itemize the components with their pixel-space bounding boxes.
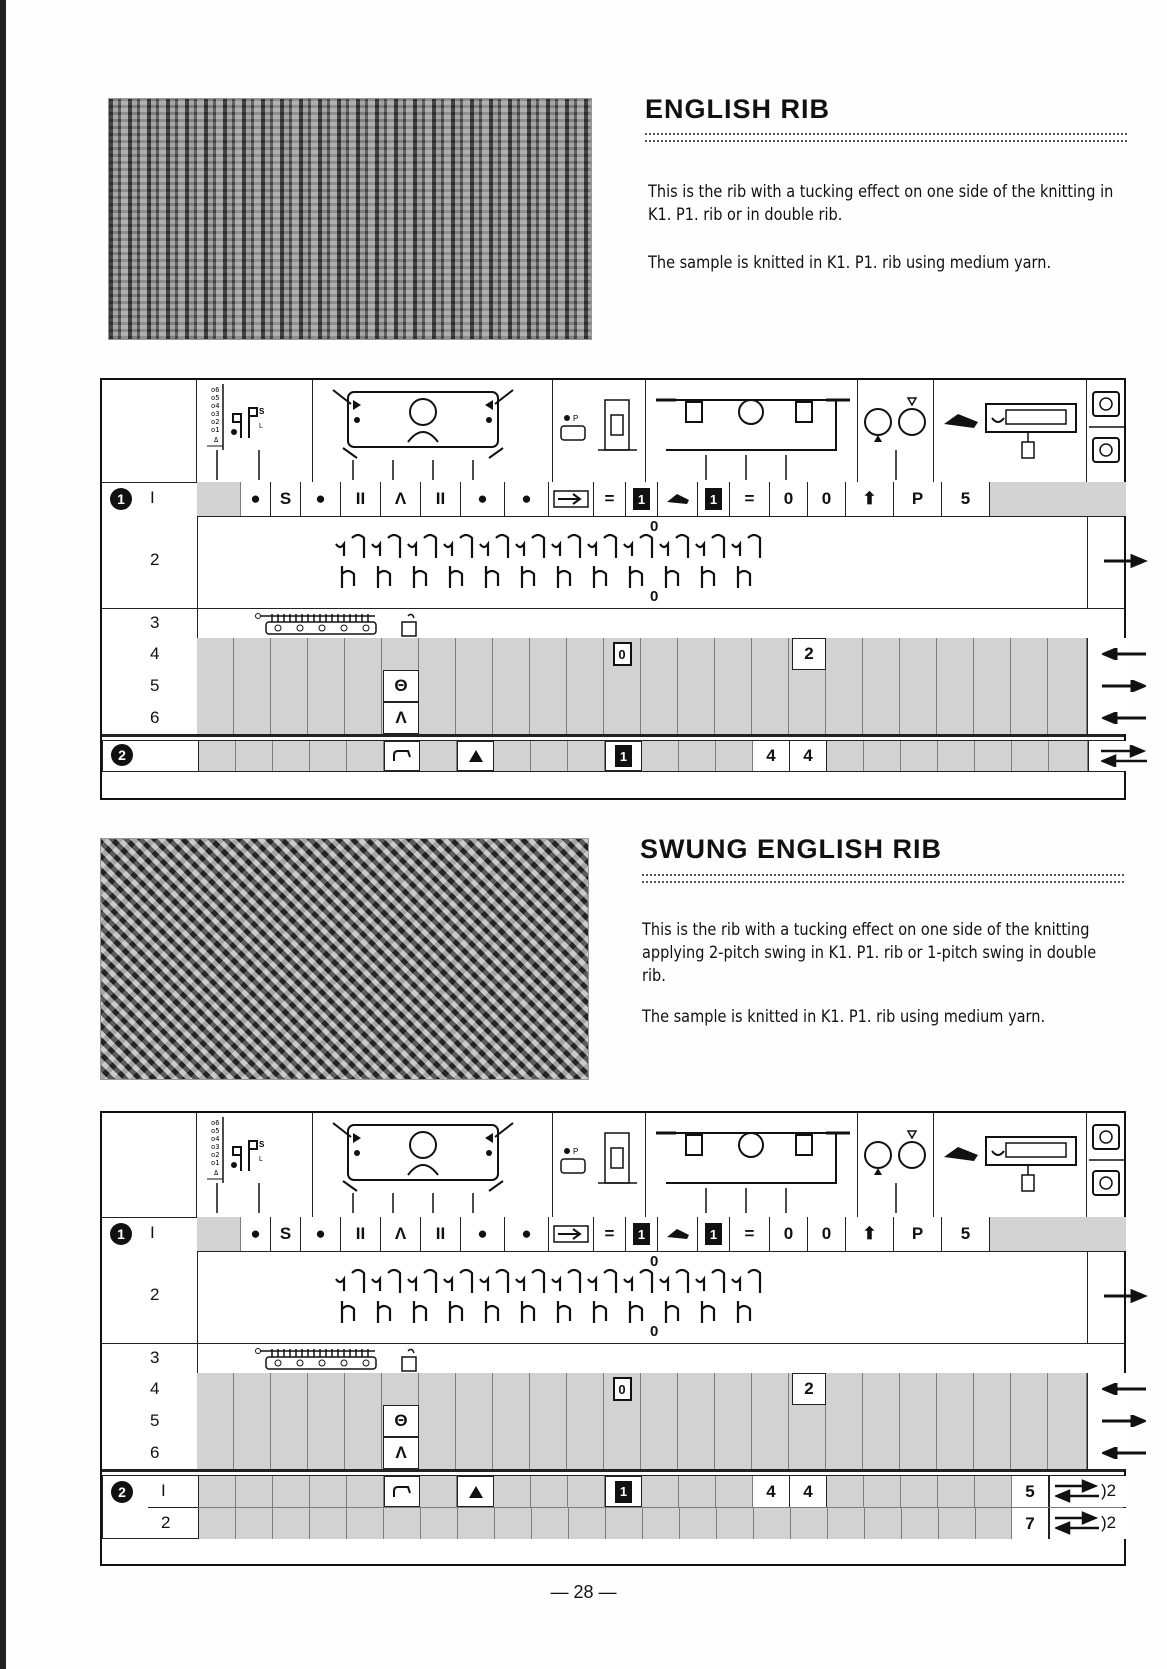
- swing-pitch: )2: [1101, 1481, 1117, 1500]
- carriage-cam-icon: [313, 1113, 553, 1217]
- svg-text:o4: o4: [211, 402, 220, 410]
- row-label: 5: [150, 676, 160, 695]
- page-binding-edge: [0, 0, 6, 1669]
- setting-cell: ●: [301, 1217, 341, 1251]
- row-label: 2: [150, 1285, 160, 1304]
- svg-text:P: P: [573, 414, 579, 423]
- tension-cell: 4: [753, 741, 790, 771]
- setting-cell: II: [421, 482, 461, 516]
- row-label: 6: [150, 708, 160, 727]
- part-2-row-1: [103, 1476, 1123, 1507]
- lever-cell: [658, 1217, 698, 1251]
- carriage-direction-left-icon: [1102, 712, 1146, 724]
- tension-dial-lever-icon: [197, 380, 313, 482]
- cam-number-box: 1: [615, 1481, 632, 1503]
- rib-stitch-diagram: [322, 516, 782, 608]
- transfer-arrow-cell: [549, 482, 594, 516]
- triangle-up-icon: [469, 750, 483, 762]
- carriage-both-directions-icon: [1055, 1479, 1099, 1503]
- tuck-symbol-cell: [384, 741, 420, 771]
- carriage-direction-left-icon: [1102, 648, 1146, 660]
- setting-cell: 0: [808, 482, 846, 516]
- tension-cell: 2: [792, 638, 826, 670]
- setting-cell: ⬆: [846, 1217, 894, 1251]
- english-rib-description: This is the rib with a tucking effect on one side of the knitting in K1. P1. rib or in double rib.: [648, 182, 1114, 224]
- svg-text:S: S: [259, 407, 265, 416]
- carriage-direction-left-icon: [1102, 1383, 1146, 1395]
- title-rule: [645, 133, 1127, 142]
- setting-cell: II: [421, 1217, 461, 1251]
- part-2-block: [102, 1475, 1124, 1539]
- setting-cell: ●: [505, 482, 549, 516]
- tuck-hook-icon: [392, 749, 412, 763]
- carriage-both-directions-icon: [1101, 745, 1147, 767]
- stitch-mark-top: 0: [650, 518, 659, 535]
- svg-text:o5: o5: [211, 1127, 220, 1135]
- cam-number-box: 1: [705, 1223, 722, 1245]
- triangle-cell: [457, 741, 494, 771]
- svg-text:Δ: Δ: [214, 1169, 219, 1177]
- svg-text:S: S: [259, 1140, 265, 1149]
- setting-cell: =: [594, 482, 626, 516]
- row-label: I: [161, 1481, 166, 1500]
- ribber-carriage-icon: [646, 380, 858, 482]
- cast-on-comb-icon: [252, 1345, 452, 1373]
- row-label: 6: [150, 1443, 160, 1462]
- row-label: 3: [150, 1348, 160, 1367]
- lever-cell: [658, 482, 698, 516]
- setting-cell: ●: [241, 482, 271, 516]
- row-label: 4: [150, 644, 160, 663]
- carriage-direction-right-icon: [1102, 680, 1146, 692]
- transfer-arrow-icon: [553, 1224, 589, 1244]
- tension-dial-lever-icon: [197, 1113, 313, 1217]
- setting-cell: P: [894, 482, 942, 516]
- cam-number-box: 0: [613, 1377, 632, 1401]
- swing-pitch: )2: [1101, 1513, 1117, 1532]
- setting-cell: [698, 482, 730, 516]
- symbol-cell: Λ: [383, 702, 419, 734]
- yarn-feeder-icon: [1087, 380, 1126, 482]
- row-label: 5: [150, 1411, 160, 1430]
- setting-cell: =: [730, 482, 770, 516]
- tension-rings-icon: [858, 380, 934, 482]
- setting-cell: 5: [942, 1217, 990, 1251]
- setting-cell: ●: [505, 1217, 549, 1251]
- cam-number-box: 1: [615, 745, 632, 767]
- setting-cell: Λ: [381, 1217, 421, 1251]
- grid-row-6: [102, 1437, 1124, 1469]
- row-label: I: [150, 1223, 155, 1242]
- svg-text:o5: o5: [211, 394, 220, 402]
- grid-row-5: [102, 670, 1124, 702]
- setting-cell: ●: [461, 482, 505, 516]
- racking-handle-icon: [934, 380, 1087, 482]
- tension-cell: 4: [790, 1476, 827, 1507]
- svg-text:o3: o3: [211, 1143, 220, 1151]
- stitch-mark-bottom: 0: [650, 588, 659, 605]
- section-marker-2: 2: [111, 744, 133, 766]
- weight-switch-icon: [553, 1113, 646, 1217]
- cam-cell: [607, 1373, 637, 1405]
- tuck-symbol-cell: [384, 1476, 420, 1507]
- setting-cell: ●: [241, 1217, 271, 1251]
- settings-row: [102, 1217, 1124, 1251]
- setting-cell: =: [594, 1217, 626, 1251]
- svg-text:o6: o6: [211, 386, 220, 394]
- row-label: 3: [150, 613, 160, 632]
- svg-text:Δ: Δ: [214, 436, 219, 444]
- setting-cell: 5: [942, 482, 990, 516]
- section-marker-2: 2: [111, 1481, 133, 1503]
- transfer-arrow-icon: [553, 489, 589, 509]
- svg-text:L: L: [259, 423, 263, 430]
- swung-english-rib-description: This is the rib with a tucking effect on one side of the knitting applying 2-pitch swing in K1. P1. rib or 1-pitch swing in double rib.: [642, 920, 1097, 985]
- transfer-arrow-cell: [549, 1217, 594, 1251]
- svg-text:o3: o3: [211, 410, 220, 418]
- symbol-cell: Λ: [383, 1437, 419, 1469]
- tuck-hook-icon: [392, 1485, 412, 1499]
- setting-cell: ●: [461, 1217, 505, 1251]
- racking-number-cell: 5: [1012, 1476, 1049, 1507]
- svg-text:P: P: [573, 1147, 579, 1156]
- racking-handle-icon: [934, 1113, 1087, 1217]
- setting-cell: II: [341, 1217, 381, 1251]
- setting-cell: ●: [301, 482, 341, 516]
- triangle-up-icon: [469, 1486, 483, 1498]
- setting-cell: Λ: [381, 482, 421, 516]
- settings-row: [102, 482, 1124, 516]
- setting-cell: 0: [770, 482, 808, 516]
- carriage-direction-right-icon: [1104, 1289, 1148, 1303]
- swung-english-rib-knitting-chart: [100, 1111, 1126, 1566]
- cast-on-comb-row: [102, 1343, 1124, 1373]
- carriage-direction-right-icon: [1104, 554, 1148, 568]
- setting-cell: [698, 1217, 730, 1251]
- section-marker-1: 1: [110, 1223, 132, 1245]
- lever-icon: [665, 492, 691, 506]
- english-rib-sample-note: The sample is knitted in K1. P1. rib using medium yarn.: [648, 253, 1052, 272]
- triangle-cell: [457, 1476, 494, 1507]
- svg-text:o1: o1: [211, 1159, 220, 1167]
- row-label: 2: [150, 550, 160, 569]
- english-rib-sample-photo: [108, 98, 592, 340]
- svg-text:o4: o4: [211, 1135, 220, 1143]
- cam-number-box: 1: [705, 488, 722, 510]
- stitch-mark-bottom: 0: [650, 1323, 659, 1340]
- cam-cell: [605, 741, 642, 771]
- cast-on-comb-icon: [252, 610, 452, 638]
- setting-cell: [626, 1217, 658, 1251]
- symbol-cell: Θ: [383, 670, 419, 702]
- carriage-both-directions-icon: [1055, 1511, 1099, 1535]
- rib-stitch-diagram-row: [102, 516, 1124, 608]
- cam-number-box: 1: [633, 1223, 650, 1245]
- weight-switch-icon: [553, 380, 646, 482]
- section-title-english-rib: ENGLISH RIB: [645, 94, 831, 124]
- cam-cell: [605, 1476, 642, 1507]
- tension-cell: 4: [753, 1476, 790, 1507]
- svg-text:L: L: [259, 1156, 263, 1163]
- section-marker-1: 1: [110, 488, 132, 510]
- racking-number-cell: 7: [1012, 1508, 1049, 1539]
- setting-cell: =: [730, 1217, 770, 1251]
- lever-icon: [665, 1227, 691, 1241]
- swung-english-rib-sample-note: The sample is knitted in K1. P1. rib using medium yarn.: [642, 1007, 1046, 1026]
- ribber-carriage-icon: [646, 1113, 858, 1217]
- setting-cell: ⬆: [846, 482, 894, 516]
- svg-text:o1: o1: [211, 426, 220, 434]
- setting-cell: P: [894, 1217, 942, 1251]
- settings-icon-header: [102, 1113, 1124, 1217]
- rib-stitch-diagram-row: [102, 1251, 1124, 1343]
- title-rule: [642, 874, 1124, 883]
- row-label: I: [150, 488, 155, 507]
- english-rib-knitting-chart: [100, 378, 1126, 800]
- grid-row-4: [102, 638, 1124, 670]
- carriage-direction-left-icon: [1102, 1447, 1146, 1459]
- row-label: 2: [161, 1513, 171, 1532]
- rib-stitch-diagram: [322, 1251, 782, 1343]
- setting-cell: 0: [808, 1217, 846, 1251]
- stitch-mark-top: 0: [650, 1253, 659, 1270]
- tension-cell: 2: [792, 1373, 826, 1405]
- tension-cell: 4: [790, 741, 827, 771]
- swung-english-rib-sample-photo: [100, 838, 589, 1080]
- setting-cell: 0: [770, 1217, 808, 1251]
- tension-rings-icon: [858, 1113, 934, 1217]
- cam-cell: [607, 638, 637, 670]
- row-label: 4: [150, 1379, 160, 1398]
- setting-cell: II: [341, 482, 381, 516]
- section-title-swung-english-rib: SWUNG ENGLISH RIB: [640, 834, 943, 864]
- part-2-row-2: [103, 1508, 1123, 1539]
- cam-number-box: 1: [633, 488, 650, 510]
- svg-text:o2: o2: [211, 1151, 220, 1159]
- cam-number-box: 0: [613, 642, 632, 666]
- svg-text:o6: o6: [211, 1119, 220, 1127]
- settings-icon-header: [102, 380, 1124, 482]
- symbol-cell: Θ: [383, 1405, 419, 1437]
- carriage-direction-right-icon: [1102, 1415, 1146, 1427]
- cast-on-comb-row: [102, 608, 1124, 638]
- svg-text:o2: o2: [211, 418, 220, 426]
- grid-row-6: [102, 702, 1124, 734]
- part-2-row: [102, 740, 1124, 772]
- grid-row-4: [102, 1373, 1124, 1405]
- grid-row-5: [102, 1405, 1124, 1437]
- carriage-cam-icon: [313, 380, 553, 482]
- setting-cell: S: [271, 482, 301, 516]
- setting-cell: S: [271, 1217, 301, 1251]
- yarn-feeder-icon: [1087, 1113, 1126, 1217]
- page-number: — 28 —: [550, 1582, 617, 1602]
- setting-cell: [626, 482, 658, 516]
